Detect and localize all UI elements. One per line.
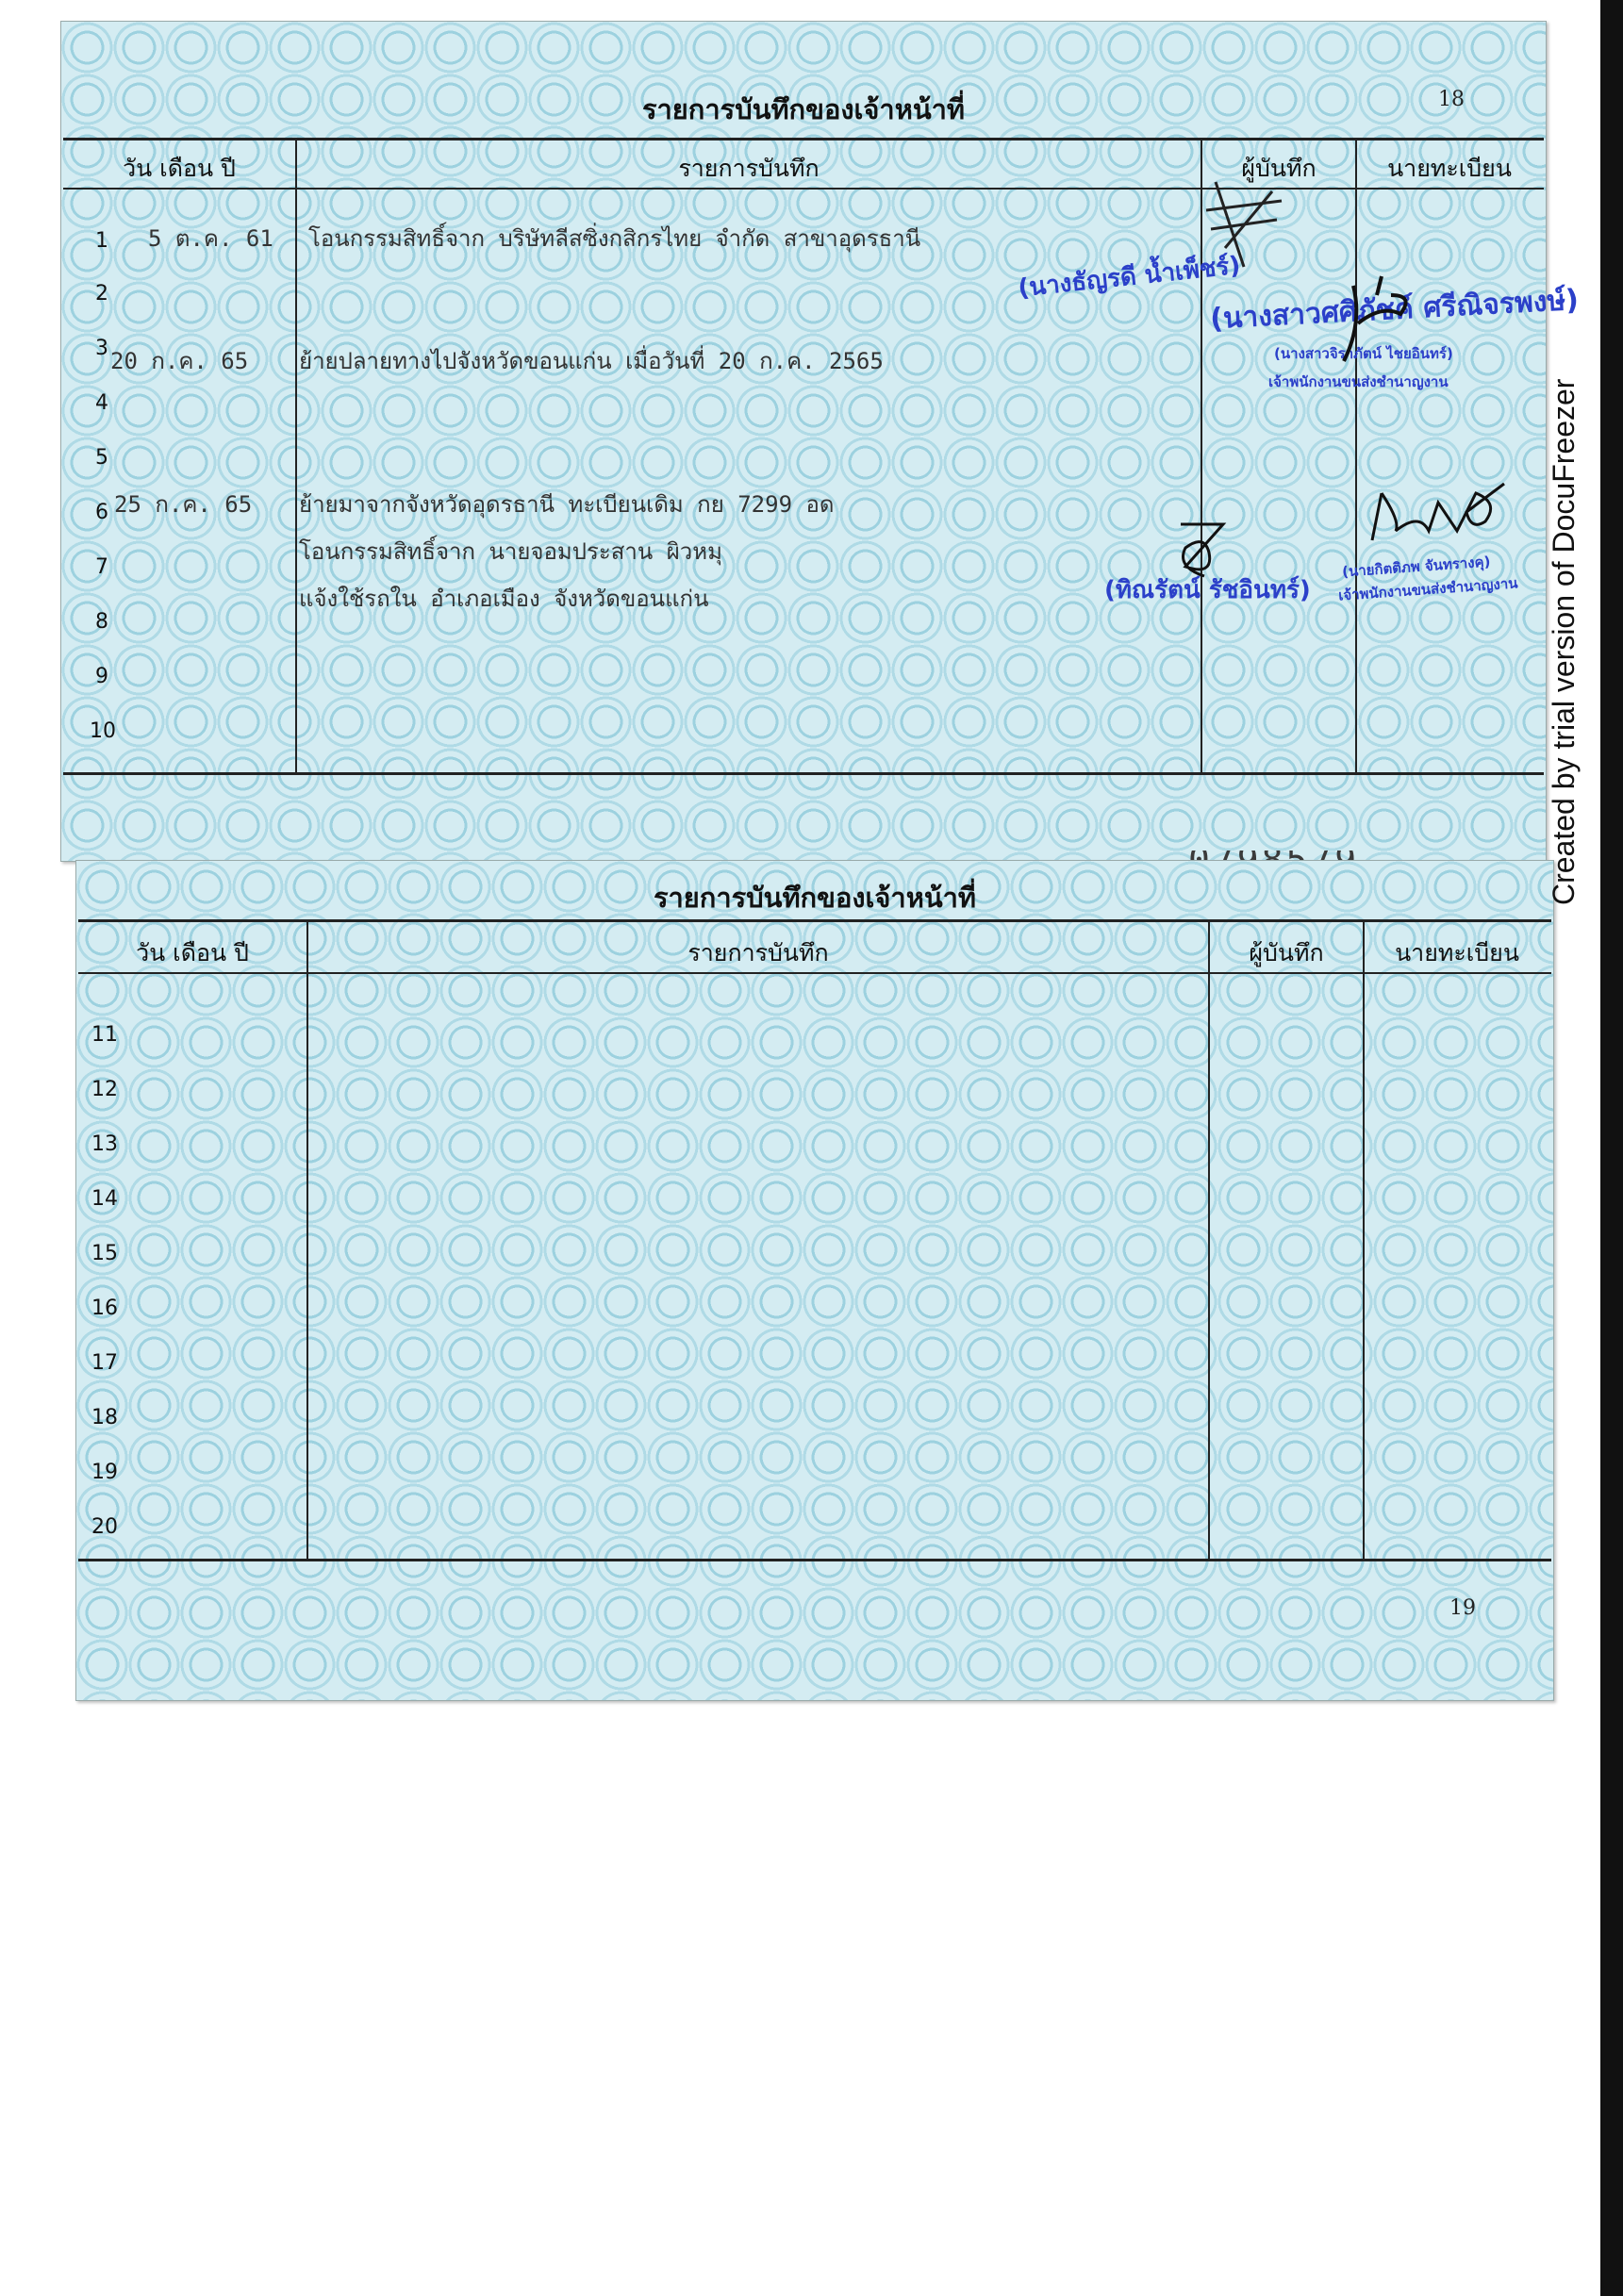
signature-registrar-row6 (1363, 465, 1514, 550)
bottom-table-top-border (78, 919, 1551, 922)
entry-text: โอนกรรมสิทธิ์จาก นายจอมประสาน ผิวหมุ (299, 538, 722, 565)
entry-date: 5 ต.ค. 61 (148, 225, 273, 252)
top-table-bottom-border (63, 772, 1544, 775)
signature-recorder-row1 (1187, 173, 1300, 276)
top-header-recorder: ผู้บันทึก (1241, 155, 1317, 182)
top-col-divider-3 (1355, 138, 1357, 774)
bottom-row-number: 15 (91, 1242, 118, 1265)
bottom-row-number: 16 (91, 1297, 118, 1320)
top-row-number: 1 (95, 229, 108, 253)
top-table-top-border (63, 138, 1544, 140)
top-row-number: 6 (95, 501, 108, 524)
entry-date: 25 ก.ค. 65 (114, 491, 253, 518)
top-col-divider-1 (295, 138, 297, 774)
recorder-stamp: (ทิณรัตน์ รัชอินทร์) (1104, 576, 1311, 604)
bottom-table-bottom-border (78, 1559, 1551, 1561)
top-header-bottom-border (63, 188, 1544, 190)
bottom-row-number: 12 (91, 1078, 118, 1101)
scan-edge (1600, 0, 1623, 2296)
signature-recorder-row6 (1167, 510, 1242, 586)
top-row-number: 5 (95, 446, 108, 470)
top-header-registrar: นายทะเบียน (1387, 155, 1512, 182)
signature-registrar-row1 (1325, 267, 1429, 380)
top-header-date: วัน เดือน ปี (123, 155, 236, 182)
top-page-number: 18 (1438, 88, 1465, 111)
top-row-number: 10 (90, 719, 116, 743)
top-row-number: 3 (95, 337, 108, 360)
entry-text: โอนกรรมสิทธิ์จาก บริษัทลีสซิ่งกสิกรไทย จำกัด สาขาอุดรธานี (308, 225, 921, 252)
bottom-row-number: 18 (91, 1406, 118, 1429)
registrar-stamp-name: (นางสาวจิราภัตน์ ไชยอินทร์) (1274, 345, 1453, 362)
bottom-col-divider-2 (1208, 919, 1210, 1561)
entry-text: ย้ายปลายทางไปจังหวัดขอนแก่น เมื่อวันที่ 20 ก.ค. 2565 (299, 348, 884, 374)
bottom-header-record: รายการบันทึก (687, 939, 829, 966)
recorder-stamp: (นางธัญรดี น้ำเพ็ชร์) (1017, 251, 1242, 304)
top-row-number: 9 (95, 665, 108, 688)
bottom-row-number: 20 (91, 1515, 118, 1539)
registrar-stamp: (นางสาวศศิภัชค์ ศรีณิจรพงษ์) (1209, 283, 1580, 337)
registrar-stamp-title: เจ้าพนักงานขนส่งชำนาญงาน (1268, 373, 1449, 390)
top-page-title: รายการบันทึกของเจ้าหน้าที่ (641, 93, 966, 125)
top-row-number: 4 (95, 391, 108, 415)
bottom-row-number: 11 (91, 1023, 118, 1047)
bottom-page-number: 19 (1449, 1596, 1476, 1620)
bottom-header-date: วัน เดือน ปี (136, 939, 249, 966)
bottom-header-bottom-border (78, 972, 1551, 974)
bottom-row-number: 13 (91, 1132, 118, 1156)
bottom-col-divider-1 (306, 919, 308, 1561)
docufreezer-watermark: Created by trial version of DocuFreezer (1547, 378, 1581, 905)
entry-text: ย้ายมาจากจังหวัดอุดรธานี ทะเบียนเดิม กย 7299 อด (299, 491, 835, 518)
bottom-col-divider-3 (1363, 919, 1365, 1561)
bottom-row-number: 14 (91, 1187, 118, 1211)
top-header-record: รายการบันทึก (678, 155, 820, 182)
entry-text: แจ้งใช้รถใน อำเภอเมือง จังหวัดขอนแก่น (299, 586, 709, 612)
bottom-page-title: รายการบันทึกของเจ้าหน้าที่ (653, 882, 977, 914)
bottom-row-number: 17 (91, 1351, 118, 1375)
top-row-number: 7 (95, 555, 108, 579)
bottom-header-registrar: นายทะเบียน (1395, 939, 1519, 966)
bottom-page (75, 860, 1554, 1701)
registrar-stamp-title: เจ้าพนักงานขนส่งชำนาญงาน (1337, 574, 1519, 604)
entry-date: 20 ก.ค. 65 (110, 348, 249, 374)
top-row-number: 2 (95, 282, 108, 306)
top-row-number: 8 (95, 610, 108, 634)
bottom-header-recorder: ผู้บันทึก (1249, 939, 1324, 966)
bottom-row-number: 19 (91, 1461, 118, 1484)
registrar-stamp-name: (นายกิตติภพ จันทรางคุ) (1341, 553, 1491, 581)
